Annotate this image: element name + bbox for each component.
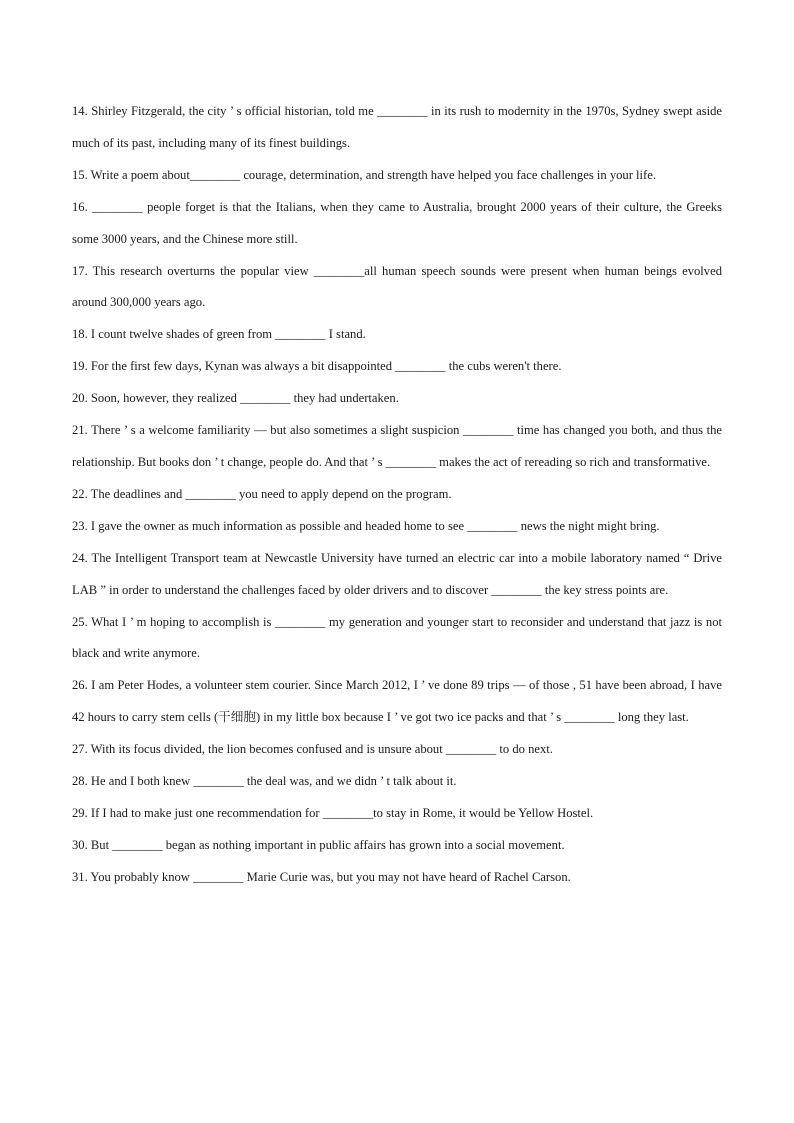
question-26: 26. I am Peter Hodes, a volunteer stem courier. Since March 2012, I ’ ve done 89 trips — of those , 51 have been abroad, I have 42 hours to carry stem cells (干细胞) in my little box because I ’ ve got two ice packs and that ’ s ________ long they last.	[72, 678, 722, 725]
question-17: 17. This research overturns the popular view ________all human speech sounds were present when human beings evolved around 300,000 years ago.	[72, 263, 722, 310]
question-18: 18. I count twelve shades of green from ________ I stand.	[72, 327, 366, 342]
question-30: 30. But ________ began as nothing important in public affairs has grown into a social movement.	[72, 837, 565, 852]
question-20: 20. Soon, however, they realized ________ they had undertaken.	[72, 391, 399, 406]
question-29: 29. If I had to make just one recommendation for ________to stay in Rome, it would be Yellow Hostel.	[72, 805, 594, 820]
question-19: 19. For the first few days, Kynan was always a bit disappointed ________ the cubs weren't there.	[72, 359, 562, 374]
question-28: 28. He and I both knew ________ the deal was, and we didn ’ t talk about it.	[72, 774, 457, 789]
question-14: 14. Shirley Fitzgerald, the city ’ s official historian, told me ________ in its rush to modernity in the 1970s, Sydney swept aside much of its past, including many of its finest buildings.	[72, 104, 722, 150]
question-15: 15. Write a poem about________ courage, determination, and strength have helped you face challenges in your life.	[72, 167, 656, 182]
question-31: 31. You probably know ________ Marie Curie was, but you may not have heard of Rachel Carson.	[72, 869, 571, 884]
question-23: 23. I gave the owner as much information as possible and headed home to see ________ news the night might bring.	[72, 518, 660, 533]
question-24: 24. The Intelligent Transport team at Newcastle University have turned an electric car into a mobile laboratory named “ Drive LAB ” in order to understand the challenges faced by older drivers and to discover ________ the key stress points are.	[72, 550, 722, 597]
question-21: 21. There ’ s a welcome familiarity — but also sometimes a slight suspicion ________ time has changed you both, and thus the relationship. But books don ’ t change, people do. And that ’ s ________ makes the act of rereading so rich and transformative.	[72, 423, 722, 469]
question-27: 27. With its focus divided, the lion becomes confused and is unsure about ________ to do next.	[72, 742, 553, 757]
question-25: 25. What I ’ m hoping to accomplish is ________ my generation and younger start to reconsider and understand that jazz is not black and write anymore.	[72, 614, 722, 661]
question-16: 16. ________ people forget is that the Italians, when they came to Australia, brought 2000 years of their culture, the Greeks some 3000 years, and the Chinese more still.	[72, 199, 722, 246]
worksheet	[72, 96, 722, 894]
question-22: 22. The deadlines and ________ you need to apply depend on the program.	[72, 486, 452, 501]
